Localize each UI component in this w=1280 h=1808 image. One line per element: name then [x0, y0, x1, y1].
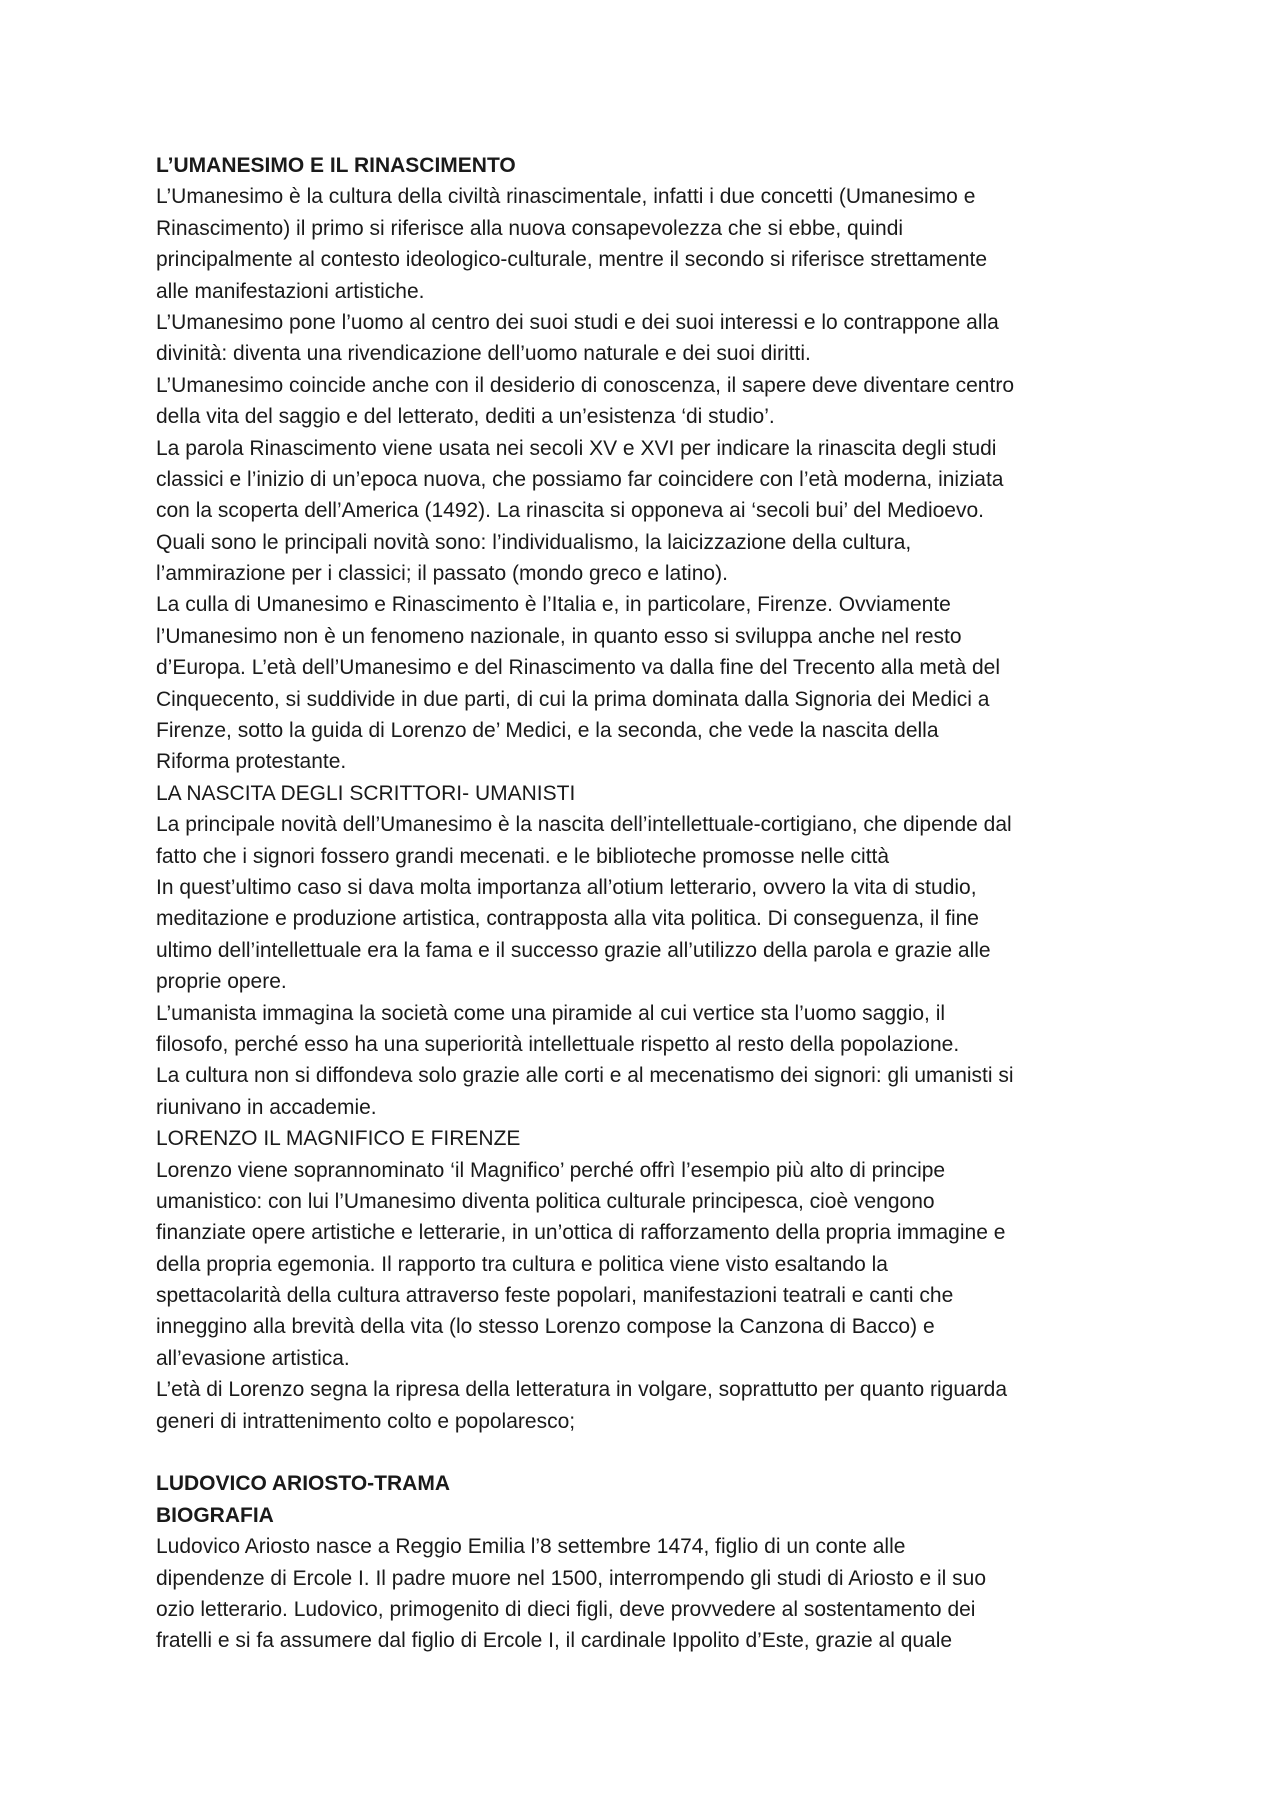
- text-line: Quali sono le principali novità sono: l’individualismo, la laicizzazione della cultura,: [156, 530, 912, 554]
- text-line: alle manifestazioni artistiche.: [156, 279, 425, 303]
- text-line: In quest’ultimo caso si dava molta importanza all’otium letterario, ovvero la vita di studio,: [156, 875, 977, 899]
- text-line: La cultura non si diffondeva solo grazie alle corti e al mecenatismo dei signori: gli umanisti si: [156, 1064, 1014, 1088]
- text-line: inneggino alla brevità della vita (lo stesso Lorenzo compose la Canzona di Bacco) e: [156, 1315, 935, 1339]
- text-line: fratelli e si fa assumere dal figlio di Ercole I, il cardinale Ippolito d’Este, grazie al quale: [156, 1629, 953, 1653]
- text-line: d’Europa. L’età dell’Umanesimo e del Rinascimento va dalla fine del Trecento alla metà del: [156, 656, 1000, 680]
- text-line: con la scoperta dell’America (1492). La rinascita si opponeva ai ‘secoli bui’ del Medioevo.: [156, 499, 985, 523]
- text-line: L’Umanesimo pone l’uomo al centro dei suoi studi e dei suoi interessi e lo contrappone alla: [156, 310, 999, 334]
- text-line: spettacolarità della cultura attraverso feste popolari, manifestazioni teatrali e canti che: [156, 1284, 954, 1308]
- text-line: finanziate opere artistiche e letterarie, in un’ottica di rafforzamento della propria immagine e: [156, 1221, 1006, 1245]
- text-line: La principale novità dell’Umanesimo è la nascita dell’intellettuale-cortigiano, che dipende dal: [156, 813, 1012, 837]
- text-line: L’Umanesimo coincide anche con il desiderio di conoscenza, il sapere deve diventare centro: [156, 373, 1014, 397]
- text-line: generi di intrattenimento colto e popolaresco;: [156, 1409, 576, 1433]
- text-line: fatto che i signori fossero grandi mecenati. e le biblioteche promosse nelle città: [156, 844, 890, 868]
- text-line: Firenze, sotto la guida di Lorenzo de’ Medici, e la seconda, che vede la nascita della: [156, 719, 939, 743]
- text-line: filosofo, perché esso ha una superiorità intellettuale rispetto al resto della popolazione.: [156, 1032, 960, 1056]
- text-line: riunivano in accademie.: [156, 1095, 377, 1119]
- text-line: L’umanista immagina la società come una piramide al cui vertice sta l’uomo saggio, il: [156, 1001, 946, 1025]
- section-title-umanesimo: L’UMANESIMO E IL RINASCIMENTO: [156, 154, 516, 177]
- text-line: La culla di Umanesimo e Rinascimento è l’Italia e, in particolare, Firenze. Ovviamente: [156, 593, 951, 617]
- text-line: Ludovico Ariosto nasce a Reggio Emilia l’8 settembre 1474, figlio di un conte alle: [156, 1535, 906, 1559]
- text-line: ozio letterario. Ludovico, primogenito di dieci figli, deve provvedere al sostentamento dei: [156, 1597, 976, 1621]
- paragraph-lorenzo: [156, 1155, 1136, 1438]
- text-line: proprie opere.: [156, 970, 287, 994]
- section-heading-lorenzo: LORENZO IL MAGNIFICO E FIRENZE: [156, 1127, 521, 1151]
- text-line: meditazione e produzione artistica, contrapposta alla vita politica. Di conseguenza, il fine: [156, 907, 979, 931]
- paragraph-umanesimo: [156, 181, 1136, 777]
- text-line: Rinascimento) il primo si riferisce alla nuova consapevolezza che si ebbe, quindi: [156, 216, 904, 240]
- text-line: umanistico: con lui l’Umanesimo diventa politica culturale principesca, cioè vengono: [156, 1189, 935, 1213]
- section-title-ariosto: LUDOVICO ARIOSTO-TRAMA: [156, 1472, 450, 1496]
- text-line: Cinquecento, si suddivide in due parti, di cui la prima dominata dalla Signoria dei Medici a: [156, 687, 990, 711]
- text-line: L’età di Lorenzo segna la ripresa della letteratura in volgare, soprattutto per quanto riguarda: [156, 1378, 1008, 1402]
- paragraph-scrittori-umanisti: [156, 809, 1136, 1123]
- section-heading-scrittori-umanisti: LA NASCITA DEGLI SCRITTORI- UMANISTI: [156, 781, 576, 805]
- text-line: Lorenzo viene soprannominato ‘il Magnifico’ perché offrì l’esempio più alto di principe: [156, 1158, 946, 1182]
- text-line: l’ammirazione per i classici; il passato (mondo greco e latino).: [156, 562, 728, 586]
- blank-line: [156, 1437, 1136, 1468]
- text-line: ultimo dell’intellettuale era la fama e il successo grazie all’utilizzo della parola e grazie alle: [156, 938, 991, 962]
- text-line: dipendenze di Ercole I. Il padre muore nel 1500, interrompendo gli studi di Ariosto e il suo: [156, 1566, 986, 1590]
- text-line: divinità: diventa una rivendicazione dell’uomo naturale e dei suoi diritti.: [156, 342, 811, 366]
- text-line: classici e l’inizio di un’epoca nuova, che possiamo far coincidere con l’età moderna, iniziata: [156, 467, 1004, 491]
- text-line: L’Umanesimo è la cultura della civiltà rinascimentale, infatti i due concetti (Umanesimo e: [156, 185, 976, 209]
- text-line: principalmente al contesto ideologico-culturale, mentre il secondo si riferisce strettamente: [156, 248, 988, 272]
- text-line: della vita del saggio e del letterato, dediti a un’esistenza ‘di studio’.: [156, 405, 775, 429]
- text-line: La parola Rinascimento viene usata nei secoli XV e XVI per indicare la rinascita degli studi: [156, 436, 997, 460]
- text-line: all’evasione artistica.: [156, 1346, 350, 1370]
- text-line: della propria egemonia. Il rapporto tra cultura e politica viene visto esaltando la: [156, 1252, 888, 1276]
- section-title-biografia: BIOGRAFIA: [156, 1503, 274, 1527]
- text-line: Riforma protestante.: [156, 750, 347, 774]
- text-line: l’Umanesimo non è un fenomeno nazionale, in quanto esso si sviluppa anche nel resto: [156, 624, 962, 648]
- paragraph-biografia: [156, 1531, 1136, 1657]
- document-page: [156, 150, 1136, 1657]
